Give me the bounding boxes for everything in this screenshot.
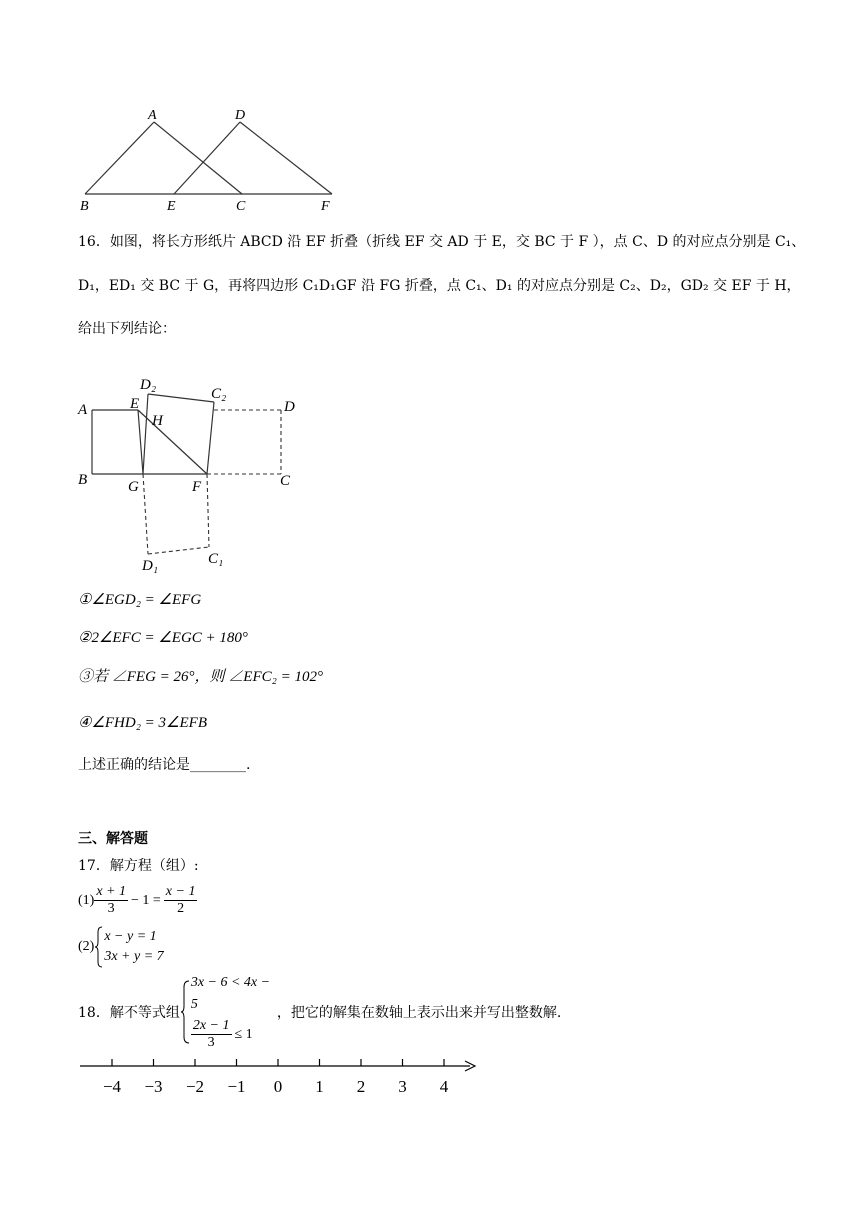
- q17-eq1: x − y = 1: [104, 929, 157, 944]
- fraction-left: $\frac{x + 1}{3}$: [96, 884, 126, 916]
- system-brace: [181, 980, 190, 1044]
- figure-folded-rectangle: [70, 370, 310, 575]
- tick-label: 1: [315, 1077, 324, 1096]
- answer-blank-prompt: 上述正确的结论是________.: [78, 757, 251, 773]
- conclusion-3: ③若 ∠FEG = 26°，则 ∠EFC₂ = 102°: [78, 669, 323, 685]
- label-G: G: [128, 479, 139, 495]
- q17-part1: [78, 884, 197, 917]
- label-A: A: [78, 402, 88, 418]
- q17-part2: [78, 926, 164, 968]
- tick-label: 0: [273, 1077, 283, 1096]
- tick-label: −2: [185, 1077, 205, 1096]
- tick-label: −4: [102, 1077, 122, 1096]
- q16-line3: 给出下列结论：: [78, 321, 176, 337]
- q16-line2: D₁，ED₁ 交 BC 于 G，再将四边形 C₁D₁GF 沿 FG 折叠，点 C₁、D₁ 的对应点分别是 C₂、D₂，GD₂ 交 EF 于 H，: [78, 278, 801, 294]
- q17-part1-mid: − 1 =: [131, 892, 161, 908]
- q17-part2-label: (2): [78, 939, 95, 954]
- label-D: D: [235, 108, 246, 123]
- label-B: B: [78, 472, 88, 488]
- label-D1: D₁: [142, 558, 159, 574]
- tick-label: −3: [144, 1077, 163, 1096]
- label-D: D: [284, 399, 295, 415]
- label-E: E: [130, 396, 140, 412]
- q18: [78, 972, 561, 1051]
- q17-title: 17．解方程（组）:: [78, 858, 199, 874]
- q17-part1-label: (1): [78, 892, 95, 908]
- conclusion-4: ④∠FHD₂ = 3∠EFB: [78, 715, 207, 731]
- label-C1: C₁: [208, 551, 224, 567]
- tick-label: −1: [227, 1077, 246, 1096]
- label-F: F: [192, 479, 202, 495]
- q18-suffix: ，把它的解集在数轴上表示出来并写出整数解.: [276, 1004, 562, 1021]
- conclusion-2: ②2∠EFC = ∠EGC + 180°: [78, 630, 248, 646]
- label-C2: C₂: [211, 386, 227, 402]
- figure-triangles: [70, 100, 370, 215]
- conclusion-1: ①∠EGD₂ = ∠EFG: [78, 592, 202, 608]
- q17-eq2: 3x + y = 7: [104, 949, 164, 964]
- label-C: C: [280, 473, 291, 489]
- tick-label: 3: [398, 1077, 407, 1096]
- q18-fraction: $\frac{2x - 1}{3}$: [192, 1018, 230, 1050]
- number-line: [78, 1050, 488, 1100]
- label-A: A: [148, 108, 157, 123]
- q18-ineq1: 3x − 6 < 4x − 5: [190, 975, 271, 1012]
- section-title: 三、解答题: [78, 831, 148, 847]
- q18-prefix: 18．解不等式组: [78, 1004, 180, 1021]
- label-C: C: [236, 199, 246, 214]
- tick-label: 4: [439, 1077, 449, 1096]
- q16-line1: 16．如图，将长方形纸片 ABCD 沿 EF 折叠（折线 EF 交 AD 于 E，交 BC 于 F ），点 C、D 的对应点分别是 C₁、: [78, 234, 806, 250]
- fraction-right: $\frac{x - 1}{2}$: [165, 884, 196, 916]
- label-D2: D₂: [140, 377, 157, 393]
- label-E: E: [167, 199, 176, 214]
- label-B: B: [80, 199, 89, 214]
- q18-ineq2-rhs: ≤ 1: [234, 1026, 253, 1042]
- system-brace: [95, 926, 103, 968]
- label-F: F: [321, 199, 330, 214]
- label-H: H: [152, 413, 163, 429]
- tick-label: 2: [356, 1077, 366, 1096]
